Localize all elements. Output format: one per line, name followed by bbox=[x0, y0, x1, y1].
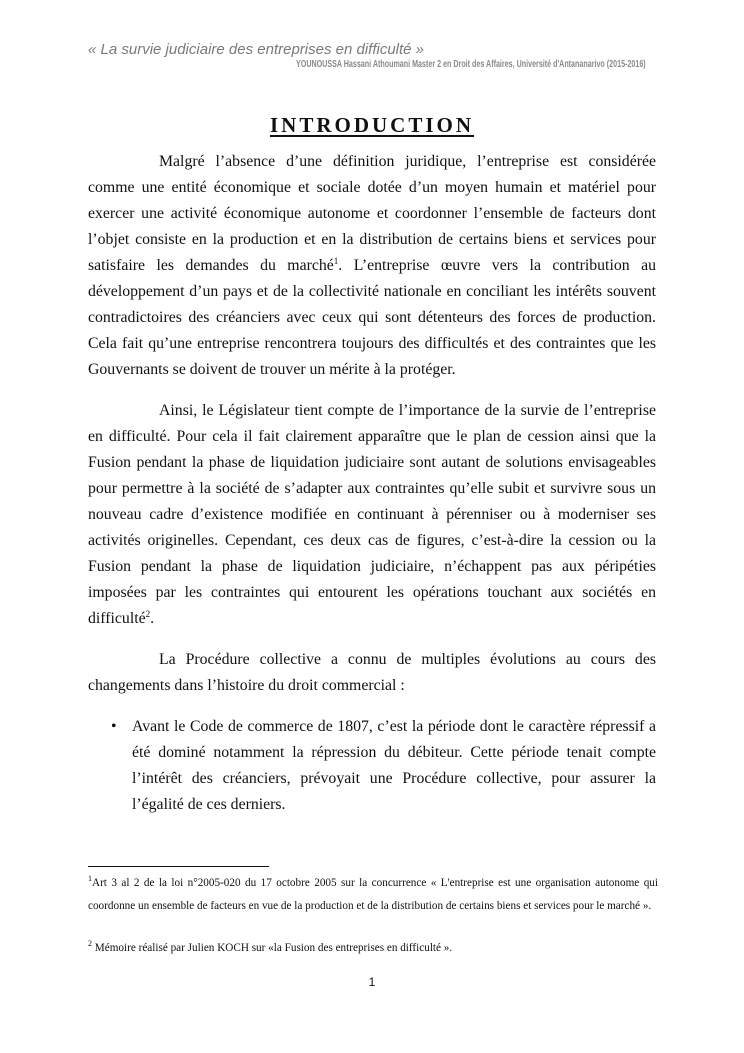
section-heading-text: INTRODUCTION bbox=[269, 113, 475, 137]
paragraph-3-text: La Procédure collective a connu de multiples évolutions au cours des changements dans l’histoire du droit commercial : bbox=[88, 651, 656, 694]
footnote-1-text: Art 3 al 2 de la loi n°2005-020 du 17 octobre 2005 sur la concurrence « L'entreprise est une organisation autonome qui coordonne un ensemble de facteurs en vue de la production et de la distribution de certains biens et services pour le marché ». bbox=[88, 877, 658, 912]
footnote-ref-1[interactable]: 1 bbox=[333, 256, 339, 266]
list-item bbox=[88, 714, 656, 818]
paragraph-2-text-a: Ainsi, le Législateur tient compte de l’importance de la survie de l’entreprise en difficulté. Pour cela il fait clairement apparaître que le plan de cession ainsi que la Fusion pendant la phase de liquidation judiciaire sont autant de solutions envisageables pour permettre à la société de s’adapter aux contraintes qu’elle subit et survivre sous un nouveau cadre d’existence modifiée en continuant à pérenniser ou à moderniser ses activités originelles. Cependant, ces deux cas de figures, c’est-à-dire la cession ou la Fusion pendant la phase de liquidation judiciaire, n’échappent pas aux péripéties imposées par les contraintes qui entourent les opérations touchant aux sociétés en difficulté bbox=[88, 402, 656, 627]
paragraph-1-text-b: . L’entreprise œuvre vers la contribution au développement d’un pays et de la collectivité nationale en conciliant les intérêts souvent contradictoires des créanciers avec ceux qui sont détenteurs des forces de production. Cela fait qu’une entreprise rencontrera toujours des difficultés et des contraintes que les Gouvernants se doivent de trouver un mérite à la protéger. bbox=[88, 257, 656, 378]
page-number: 1 bbox=[368, 975, 376, 989]
paragraph-1 bbox=[88, 149, 656, 383]
list-item-text: Avant le Code de commerce de 1807, c’est la période dont le caractère répressif a été dominé notamment la répression du débiteur. Cette période tenait compte l’intérêt des créanciers, prévoyait une Procédure collective, pour assurer la l’égalité de ces derniers. bbox=[132, 718, 656, 813]
paragraph-2-text-b: . bbox=[150, 610, 155, 627]
footnote-ref-2[interactable]: 2 bbox=[145, 609, 151, 619]
paragraph-3 bbox=[88, 647, 656, 699]
footnote-2-text: Mémoire réalisé par Julien KOCH sur «la Fusion des entreprises en difficulté ». bbox=[92, 942, 453, 954]
paragraph-1-text-a: Malgré l’absence d’une définition juridique, l’entreprise est considérée comme une entité économique et sociale dotée d’un moyen humain et matériel pour exercer une activité économique autonome et coordonner l’ensemble de facteurs dont l’objet consiste en la production et en la distribution de certains biens et services pour satisfaire les demandes du marché bbox=[88, 153, 656, 274]
footnote-separator bbox=[88, 866, 269, 867]
running-header-title: « La survie judiciaire des entreprises en difficulté » bbox=[88, 41, 425, 58]
bullet-icon: • bbox=[111, 718, 117, 735]
footnote-1-marker: 1 bbox=[88, 874, 92, 883]
footnote-2-marker: 2 bbox=[88, 939, 92, 948]
section-heading bbox=[0, 113, 744, 138]
running-header-author: YOUNOUSSA Hassani Athoumani Master 2 en Droit des Affaires, Université d'Antananarivo (2015-2016) bbox=[296, 58, 646, 70]
paragraph-2 bbox=[88, 398, 656, 632]
footnote-2 bbox=[88, 937, 658, 960]
footnote-1 bbox=[88, 872, 658, 918]
